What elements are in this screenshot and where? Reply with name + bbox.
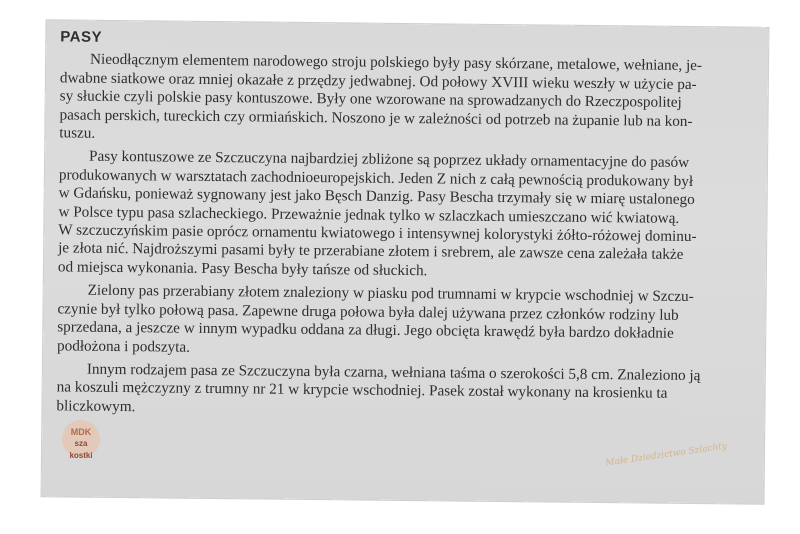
paragraph [58, 148, 759, 284]
text-line: od miejsca wykonania. Pasy Bescha były tańsze od słuckich. [57, 258, 428, 280]
paragraph [56, 360, 757, 423]
paragraph [57, 282, 758, 363]
paragraph-container [56, 51, 760, 423]
stamp-top-text: MDK [70, 427, 92, 437]
text-line: W szczuczyńskim pasie oprócz ornamentu kwiatowego i intensywnej kolorystyki żółto-różowej dominu- [58, 221, 697, 246]
text-line: Nieodłącznym elementem narodowego stroju polskiego były pasy skórzane, metalowe, wełniane, je- [90, 51, 703, 75]
text-line: je złota nić. Najdroższymi pasami były te przerabiane złotem i srebrem, ale zawsze cena zależała także [58, 239, 684, 264]
text-line: czynie był tylko połową pasa. Zapewne druga połowa była dalej używana przez członków rodziny lub [57, 300, 679, 324]
watermark-signature: Małe Dziedzictwo Szlachty [604, 441, 728, 469]
text-line: bliczkowym. [56, 397, 136, 415]
document-page [42, 20, 769, 504]
text-line: Innym rodzajem pasa ze Szczuczyna była czarna, wełniana taśma o szerokości 5,8 cm. Znaleziono ją [86, 360, 701, 385]
text-line: sy słuckie czyli polskie pasy kontuszowe. Były one wzorowane na sprowadzanych do Rzeczpospolitej [59, 87, 682, 112]
text-line: w Polsce typu pasa szlacheckiego. Przeważnie jednak tylko w szlaczkach umieszczano wić kwiatową. [58, 203, 680, 227]
text-line: w Gdańsku, ponieważ sygnowany jest jako Bęsch Danzig. Pasy Bescha trzymały się w miarę ustalonego [58, 184, 695, 209]
text-line: tuszu. [59, 124, 96, 142]
text-line: produkowanych w warsztatach zachodnioeuropejskich. Jeden Z nich z całą pewnością produkowany był [58, 166, 694, 190]
stamp-bottom-text: sza kostki [69, 439, 93, 460]
text-line: pasach perskich, tureckich czy ormiańskich. Noszono je w zależności od potrzeb na żupanie lub na kon- [59, 105, 693, 130]
text-line: podłożona i podszyta. [57, 336, 191, 356]
section-heading: PASY [60, 28, 103, 46]
text-line: Zielony pas przerabiany złotem znaleziony w piasku pod trumnami w krypcie wschodniej w Szczu- [87, 281, 694, 306]
text-line: Pasy kontuszowe ze Szczuczyna najbardziej zbliżone są poprzez układy ornamentacyjne do pasów [88, 148, 690, 172]
text-line: sprzedana, a jeszcze w innym wypadku oddana za długi. Jego obcięta krawędź była bardzo dokładnie [57, 318, 674, 342]
text-line: na koszuli mężczyzny z trumny nr 21 w krypcie wschodniej. Pasek został wykonany na krosienku ta [56, 378, 668, 403]
text-line: dwabne siatkowe oraz mniej okazałe z przędzy jedwabnej. Od połowy XVIII wieku weszły w użycie pa- [59, 69, 697, 93]
watermark-stamp [62, 420, 100, 458]
paragraph [59, 51, 760, 150]
document-text [56, 28, 760, 427]
